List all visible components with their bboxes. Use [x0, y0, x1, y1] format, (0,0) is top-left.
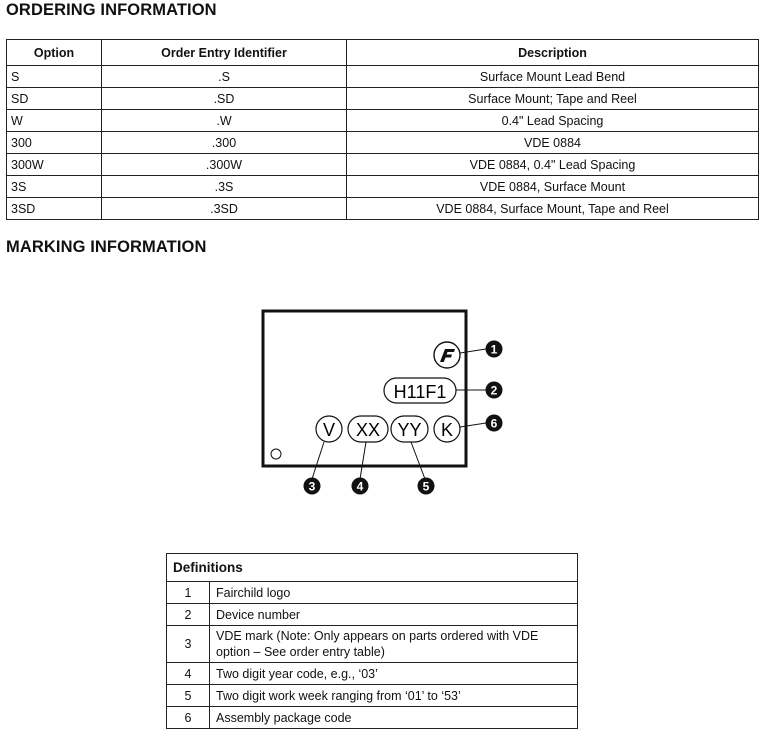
device-number-label: H11F1 — [393, 382, 447, 402]
table-row — [167, 626, 578, 663]
definitions-heading: Definitions — [167, 554, 578, 582]
identifier-cell: .3S — [102, 176, 347, 198]
pin-one-indicator — [271, 449, 281, 459]
callout-2-marker — [486, 382, 503, 399]
table-row — [167, 707, 578, 729]
callout-6-label: 6 — [490, 416, 498, 431]
table-row — [167, 604, 578, 626]
definitions-table — [166, 553, 578, 729]
callout-3-label: 3 — [308, 479, 316, 494]
definition-text: VDE mark (Note: Only appears on parts ordered with VDE option – See order entry table) — [210, 626, 578, 663]
option-cell: SD — [7, 88, 102, 110]
definition-text: Device number — [210, 604, 578, 626]
identifier-cell: .SD — [102, 88, 347, 110]
marking-information-heading: MARKING INFORMATION — [6, 238, 207, 256]
column-header-option: Option — [7, 40, 102, 66]
option-cell: 300 — [7, 132, 102, 154]
fairchild-logo-icon — [434, 342, 460, 368]
callout-leader-lines — [312, 349, 486, 479]
callout-3-marker — [304, 478, 321, 495]
work-week-label: YY — [397, 420, 422, 440]
definitions-header-row — [167, 554, 578, 582]
option-cell: W — [7, 110, 102, 132]
identifier-cell: .300W — [102, 154, 347, 176]
table-row — [167, 685, 578, 707]
description-cell: VDE 0884, 0.4" Lead Spacing — [347, 154, 759, 176]
option-cell: S — [7, 66, 102, 88]
callout-6-marker — [486, 415, 503, 432]
identifier-cell: .300 — [102, 132, 347, 154]
description-cell: Surface Mount Lead Bend — [347, 66, 759, 88]
option-cell: 3SD — [7, 198, 102, 220]
package-code-label: K — [440, 420, 454, 440]
description-cell: VDE 0884, Surface Mount, Tape and Reel — [347, 198, 759, 220]
callout-4-marker — [352, 478, 369, 495]
identifier-cell: .S — [102, 66, 347, 88]
definition-number: 1 — [167, 582, 210, 604]
column-header-description: Description — [347, 40, 759, 66]
table-row — [167, 663, 578, 685]
column-header-order-entry-identifier: Order Entry Identifier — [102, 40, 347, 66]
definition-number: 3 — [167, 626, 210, 663]
definition-text: Two digit work week ranging from ‘01’ to ‘53’ — [210, 685, 578, 707]
definition-text: Two digit year code, e.g., ‘03’ — [210, 663, 578, 685]
definition-number: 2 — [167, 604, 210, 626]
ordering-information-heading: ORDERING INFORMATION — [6, 1, 217, 19]
definition-number: 5 — [167, 685, 210, 707]
identifier-cell: .W — [102, 110, 347, 132]
callout-5-label: 5 — [422, 479, 430, 494]
callout-1-marker — [486, 341, 503, 358]
definition-number: 6 — [167, 707, 210, 729]
definition-text: Fairchild logo — [210, 582, 578, 604]
table-row — [167, 582, 578, 604]
callout-1-label: 1 — [490, 342, 498, 357]
description-cell: Surface Mount; Tape and Reel — [347, 88, 759, 110]
definition-number: 4 — [167, 663, 210, 685]
description-cell: 0.4" Lead Spacing — [347, 110, 759, 132]
vde-mark-label: V — [322, 420, 336, 440]
callout-2-label: 2 — [490, 383, 498, 398]
description-cell: VDE 0884, Surface Mount — [347, 176, 759, 198]
option-cell: 300W — [7, 154, 102, 176]
option-cell: 3S — [7, 176, 102, 198]
year-code-label: XX — [355, 420, 381, 440]
definition-text: Assembly package code — [210, 707, 578, 729]
identifier-cell: .3SD — [102, 198, 347, 220]
callout-5-marker — [418, 478, 435, 495]
callout-4-label: 4 — [356, 479, 364, 494]
description-cell: VDE 0884 — [347, 132, 759, 154]
